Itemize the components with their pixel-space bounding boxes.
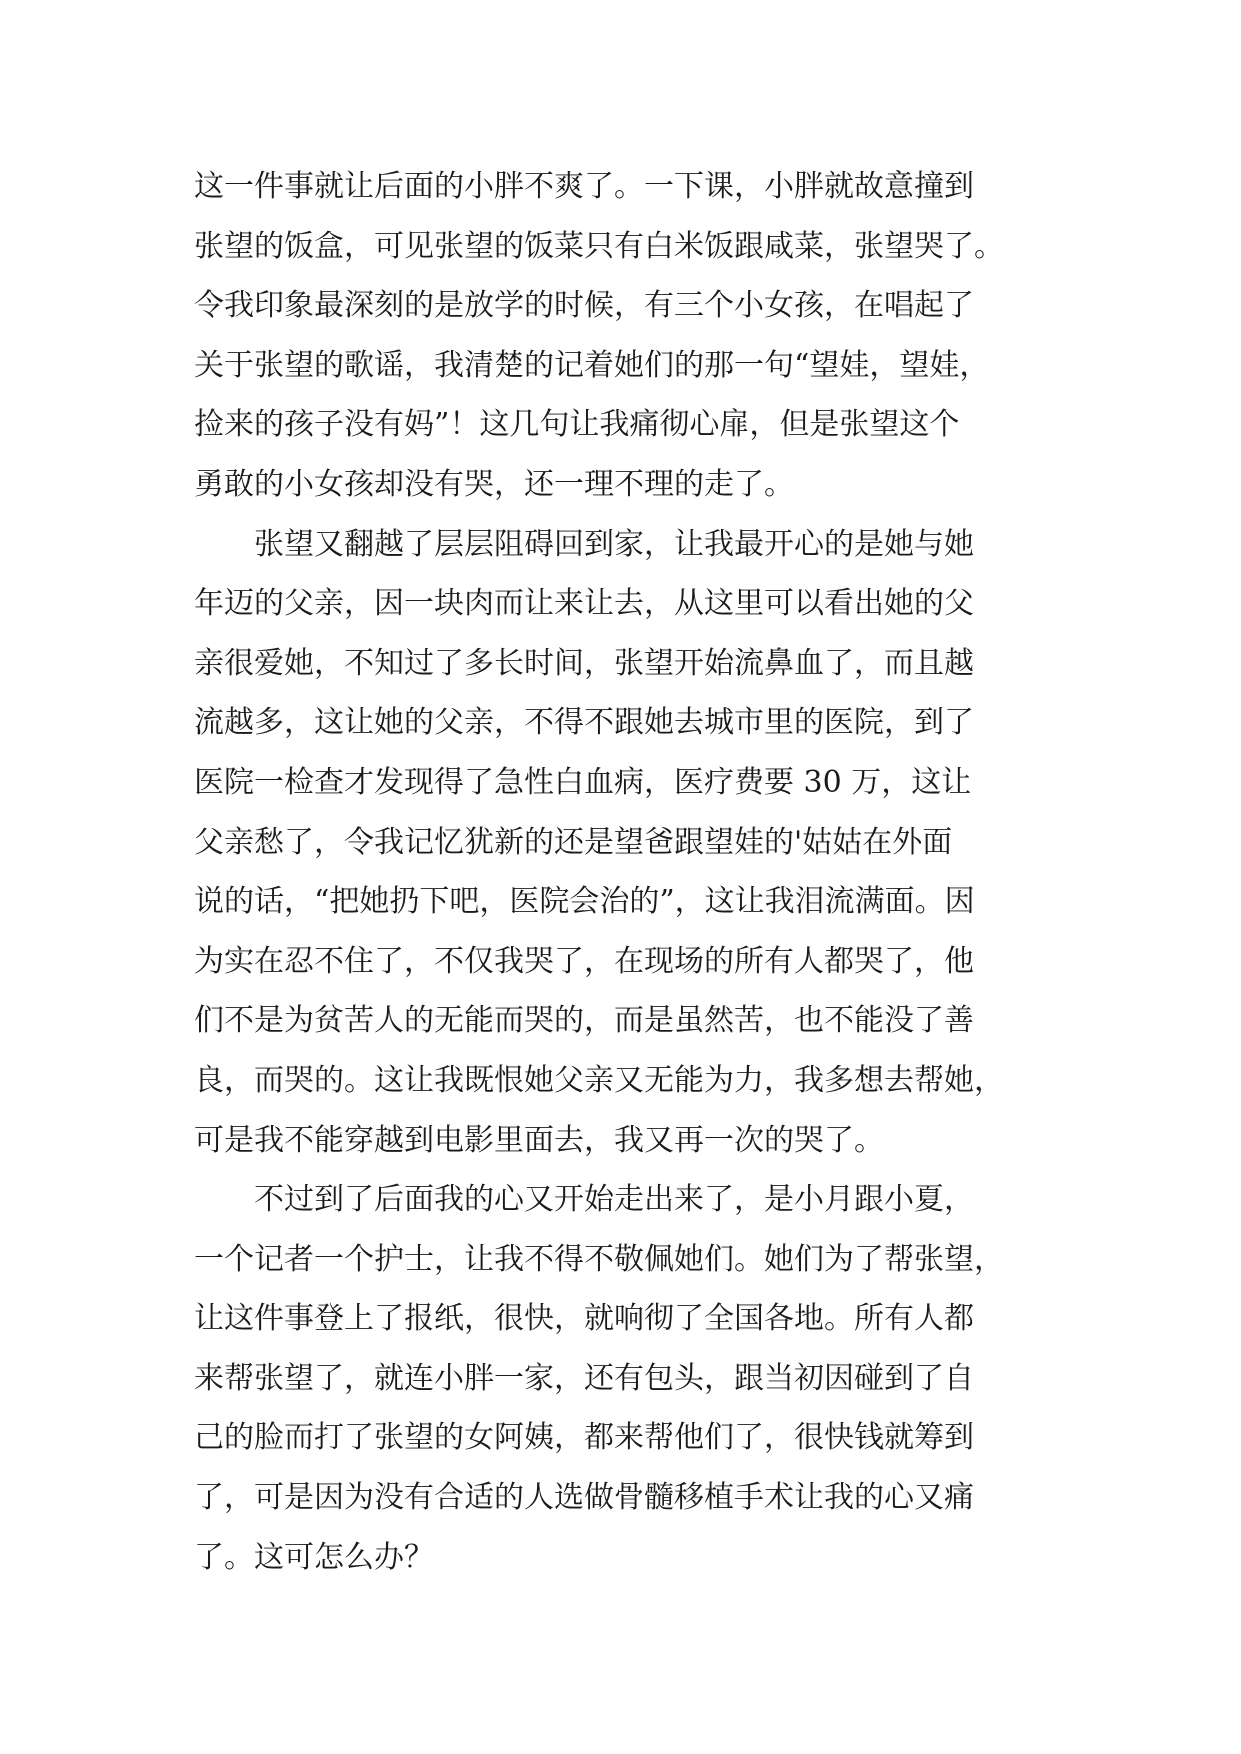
text-line: 这一件事就让后面的小胖不爽了。一下课，小胖就故意撞到 xyxy=(194,169,974,204)
text-line: 己的脸而打了张望的女阿姨，都来帮他们了，很快钱就筹到 xyxy=(194,1420,974,1456)
text-line: 不过到了后面我的心又开始走出来了，是小月跟小夏， xyxy=(194,1182,974,1218)
text-line: 年迈的父亲，因一块肉而让来让去，从这里可以看出她的父 xyxy=(194,586,974,622)
document-body xyxy=(194,157,1054,1587)
text-line: 张望又翻越了层层阻碍回到家，让我最开心的是她与她 xyxy=(194,526,974,562)
text-line: 让这件事登上了报纸，很快，就响彻了全国各地。所有人都 xyxy=(194,1301,974,1337)
text-line: 关于张望的歌谣，我清楚的记着她们的那一句“望娃，望娃， xyxy=(194,347,990,383)
text-line: 一个记者一个护士，让我不得不敬佩她们。她们为了帮张望， xyxy=(194,1241,1004,1277)
text-line: 流越多，这让她的父亲，不得不跟她去城市里的医院，到了 xyxy=(194,705,974,741)
text-line: 了，可是因为没有合适的人选做骨髓移植手术让我的心又痛 xyxy=(194,1480,974,1516)
text-line: 勇敢的小女孩却没有哭，还一理不理的走了。 xyxy=(194,466,794,502)
text-line: 了。这可怎么办？ xyxy=(194,1539,434,1575)
text-line: 可是我不能穿越到电影里面去，我又再一次的哭了。 xyxy=(194,1122,884,1158)
text-line: 捡来的孩子没有妈”！这几句让我痛彻心扉，但是张望这个 xyxy=(194,407,960,443)
text-line: 父亲愁了，令我记忆犹新的还是望爸跟望娃的'姑姑在外面 xyxy=(194,824,953,860)
text-line: 张望的饭盒，可见张望的饭菜只有白米饭跟咸菜，张望哭了。 xyxy=(194,228,1004,264)
text-line: 说的话，“把她扔下吧，医院会治的”，这让我泪流满面。因 xyxy=(194,884,975,920)
text-line: 来帮张望了，就连小胖一家，还有包头，跟当初因碰到了自 xyxy=(194,1360,974,1396)
text-line: 良，而哭的。这让我既恨她父亲又无能为力，我多想去帮她， xyxy=(194,1062,1004,1098)
text-line: 令我印象最深刻的是放学的时候，有三个小女孩，在唱起了 xyxy=(194,288,974,324)
text-line: 亲很爱她，不知过了多长时间，张望开始流鼻血了，而且越 xyxy=(194,645,974,681)
text-line: 医院一检查才发现得了急性白血病，医疗费要 30 万，这让 xyxy=(194,764,972,800)
text-line: 们不是为贫苦人的无能而哭的，而是虽然苦，也不能没了善 xyxy=(194,1003,974,1039)
text-line: 为实在忍不住了，不仅我哭了，在现场的所有人都哭了，他 xyxy=(194,943,974,979)
